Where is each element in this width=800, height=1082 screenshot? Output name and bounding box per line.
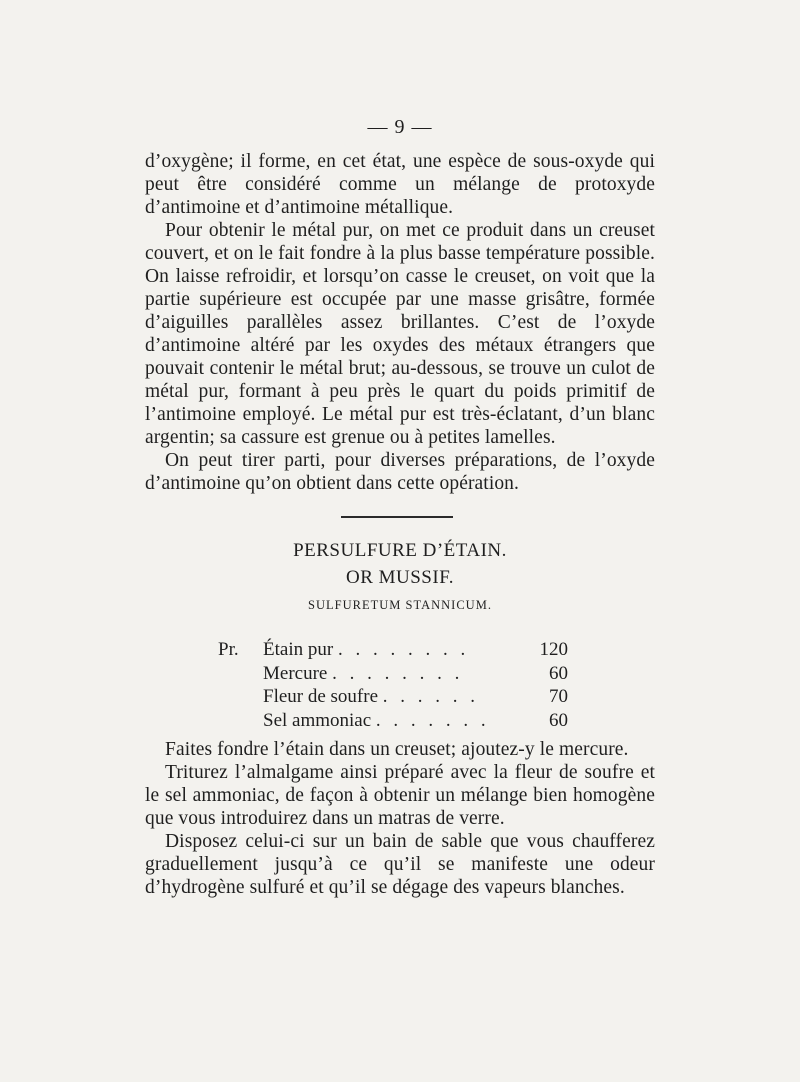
paragraph: On peut tirer parti, pour diverses préparations, de l’oxyde d’antimoine qu’on obtient dans cette opération. xyxy=(145,450,655,494)
paragraph: Pour obtenir le métal pur, on met ce produit dans un creuset couvert, et on le fait fondre à la plus basse température possible. On laisse refroidir, et lorsqu’on casse le creuset, on voit que la partie supérieure est occupée par une masse grisâtre, formée d’aiguilles parallèles assez brillantes. C’est de l’oxyde d’antimoine altéré par les oxydes des métaux étrangers que pouvait contenir le métal brut; au-dessous, se trouve un culot de métal pur, formant à peu près le quart du poids primitif de l’antimoine employé. Le métal pur est très-éclatant, d’un blanc argentin; sa cassure est grenue ou à petites lamelles. xyxy=(145,220,655,448)
paragraph: Triturez l’almalgame ainsi préparé avec la fleur de soufre et le sel ammoniac, de façon à obtenir un mélange bien homogène que vous introduirez dans un matras de verre. xyxy=(145,762,655,829)
ingredient-quantity: 60 xyxy=(549,662,568,684)
paragraph: d’oxygène; il forme, en cet état, une espèce de sous-oxyde qui peut être considéré comme un mélange de protoxyde d’antimoine et d’antimoine métallique. xyxy=(145,151,655,218)
recipe-prefix: Pr. xyxy=(218,639,239,660)
recipe-row xyxy=(218,638,568,662)
ingredient-name: Mercure xyxy=(263,662,328,684)
recipe-ingredient xyxy=(263,638,528,662)
recipe-row xyxy=(218,709,568,733)
recipe-ingredient xyxy=(263,685,528,709)
recipe-ingredient xyxy=(263,662,528,686)
body-text-top xyxy=(145,150,655,495)
ingredient-quantity: 120 xyxy=(539,639,568,660)
dot-leader: . . . . . . . . xyxy=(332,662,464,684)
ingredient-name: Fleur de soufre xyxy=(263,686,379,707)
body-text-bottom xyxy=(145,738,655,899)
paragraph: Faites fondre l’étain dans un creuset; ajoutez-y le mercure. xyxy=(165,739,629,760)
page-number: — 9 — xyxy=(367,116,433,138)
recipe-row xyxy=(218,662,568,686)
dot-leader: . . . . . . xyxy=(382,686,480,707)
recipe-row xyxy=(218,685,568,709)
section-divider xyxy=(341,516,453,518)
latin-name: SULFURETUM STANNICUM. xyxy=(308,598,492,612)
ingredient-name: Sel ammoniac xyxy=(263,709,372,731)
recipe-ingredient xyxy=(263,709,528,733)
dot-leader: . . . . . . . . xyxy=(337,639,470,660)
paragraph: Disposez celui-ci sur un bain de sable que vous chaufferez graduellement jusqu’à ce qu’il se manifeste une odeur d’hydrogène sulfuré et qu’il se dégage des vapeurs blanches. xyxy=(145,831,655,898)
ingredient-name: Étain pur xyxy=(263,639,334,660)
dot-leader: . . . . . . . xyxy=(375,709,490,731)
section-title: PERSULFURE D’ÉTAIN. xyxy=(293,540,507,561)
ingredient-quantity: 70 xyxy=(549,686,568,707)
ingredient-quantity: 60 xyxy=(549,709,568,731)
recipe-list xyxy=(218,638,568,732)
section-subtitle: OR MUSSIF. xyxy=(345,567,454,588)
